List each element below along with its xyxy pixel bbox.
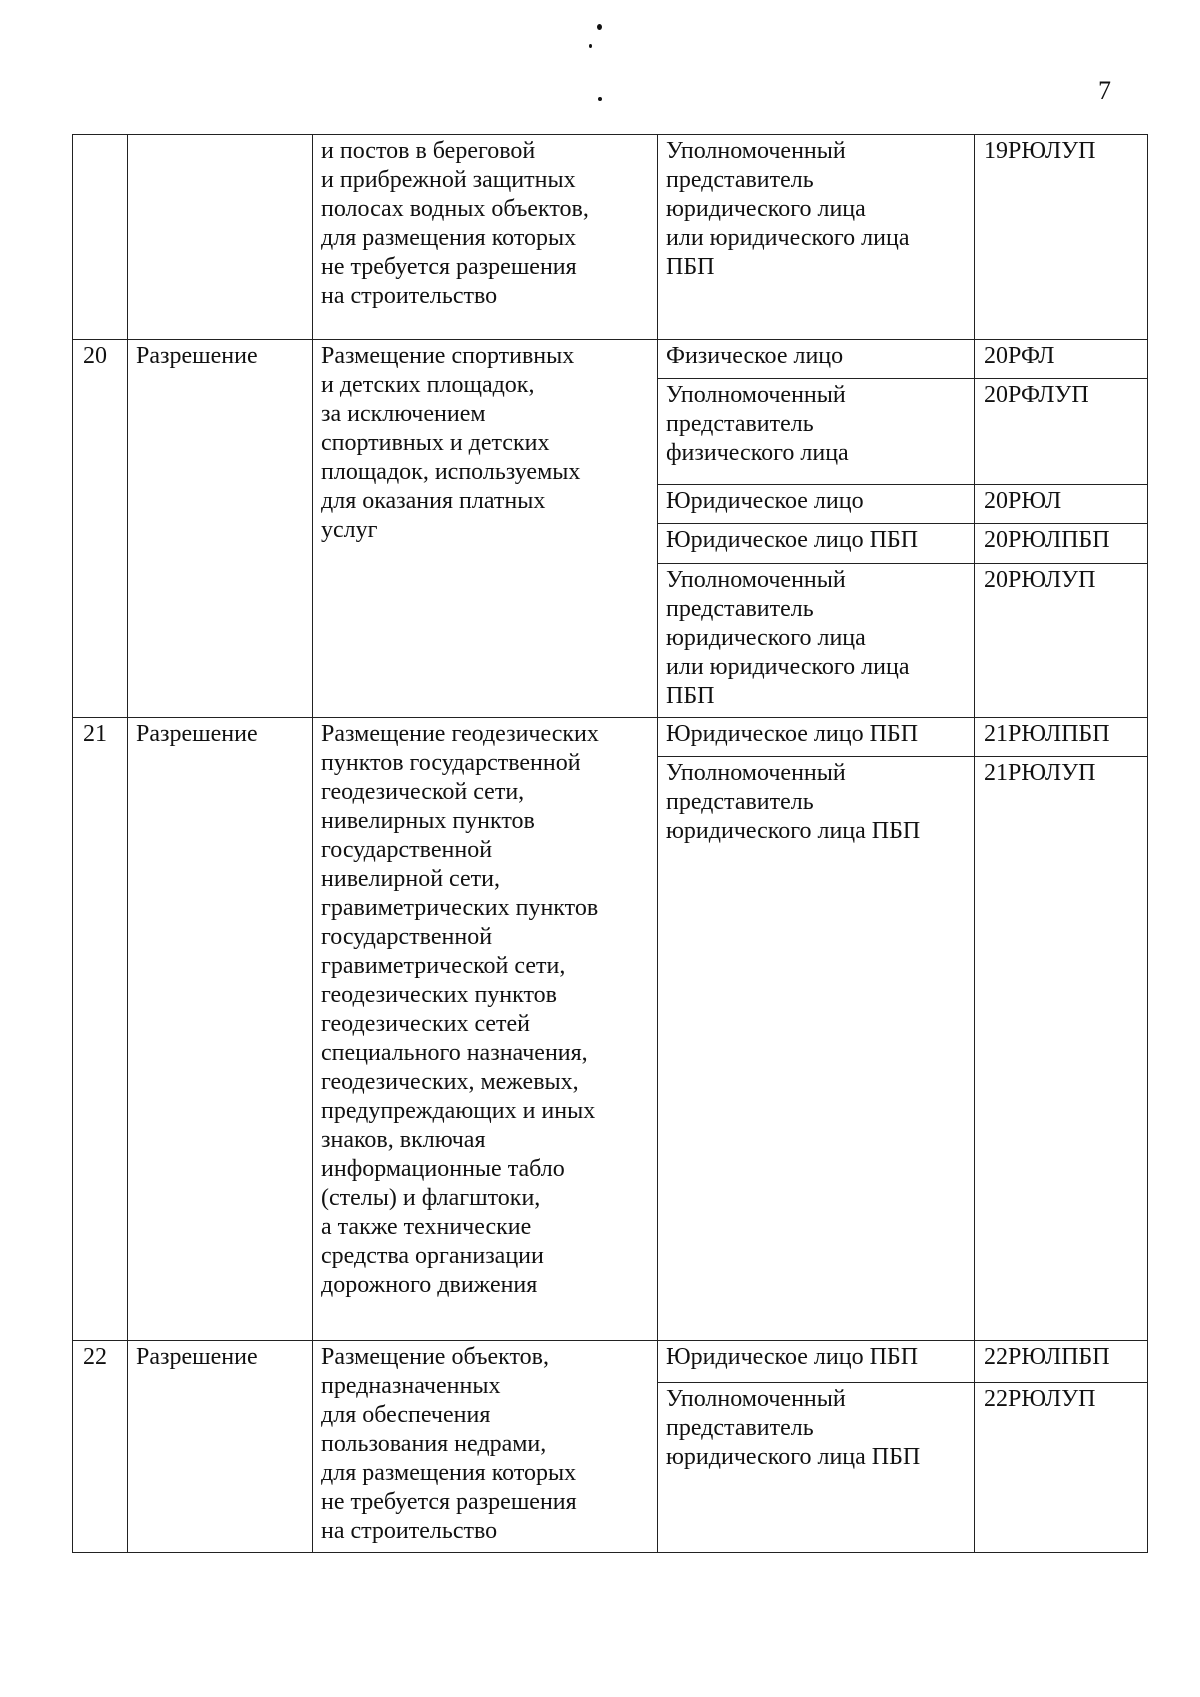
row-number-cell: 22	[73, 1341, 128, 1553]
applicant-code-cell: 19РЮЛУП	[975, 135, 1148, 340]
table-row	[73, 718, 1148, 757]
document-type-cell	[128, 135, 313, 340]
applicant-type-cell: Уполномоченный представитель юридического лица или юридического лица ПБП	[658, 135, 975, 340]
table-row	[73, 1341, 1148, 1383]
applicant-code-cell: 22РЮЛПБП	[975, 1341, 1148, 1383]
object-description-cell: Размещение спортивных и детских площадок, за исключением спортивных и детских площадок, используемых для оказания платных услуг	[313, 340, 658, 718]
applicant-type-cell: Юридическое лицо ПБП	[658, 524, 975, 564]
object-description-cell: Размещение геодезических пунктов государственной геодезической сети, нивелирных пунктов государственной нивелирной сети, гравиметрических пунктов государственной гравиметрической сети, геодезических пунктов геодезических сетей специального назначения, геодезических, межевых, предупреждающих и иных знаков, включая информационные табло (стелы) и флагштоки, а также технические средства организации дорожного движения	[313, 718, 658, 1341]
applicant-code-cell: 21РЮЛУП	[975, 757, 1148, 1341]
applicant-type-cell: Уполномоченный представитель юридического лица или юридического лица ПБП	[658, 564, 975, 718]
applicant-code-cell: 20РЮЛУП	[975, 564, 1148, 718]
applicant-code-cell: 20РЮЛ	[975, 485, 1148, 524]
applicant-type-cell: Физическое лицо	[658, 340, 975, 379]
applicant-code-cell: 20РЮЛПБП	[975, 524, 1148, 564]
permits-table	[72, 134, 1148, 1553]
applicant-type-cell: Юридическое лицо ПБП	[658, 1341, 975, 1383]
table-row	[73, 135, 1148, 340]
object-description-cell: Размещение объектов, предназначенных для обеспечения пользования недрами, для размещения которых не требуется разрешения на строительство	[313, 1341, 658, 1553]
object-description-cell: и постов в береговой и прибрежной защитных полосах водных объектов, для размещения которых не требуется разрешения на строительство	[313, 135, 658, 340]
scan-speck	[598, 97, 602, 101]
page-number: 7	[1098, 76, 1111, 105]
applicant-code-cell: 22РЮЛУП	[975, 1383, 1148, 1553]
table-row	[73, 340, 1148, 379]
scan-speck	[597, 24, 602, 30]
applicant-type-cell: Уполномоченный представитель юридического лица ПБП	[658, 1383, 975, 1553]
document-type-cell: Разрешение	[128, 718, 313, 1341]
row-number-cell	[73, 135, 128, 340]
applicant-code-cell: 20РФЛ	[975, 340, 1148, 379]
document-type-cell: Разрешение	[128, 340, 313, 718]
applicant-type-cell: Юридическое лицо ПБП	[658, 718, 975, 757]
row-number-cell: 20	[73, 340, 128, 718]
document-type-cell: Разрешение	[128, 1341, 313, 1553]
applicant-type-cell: Уполномоченный представитель юридического лица ПБП	[658, 757, 975, 1341]
applicant-type-cell: Юридическое лицо	[658, 485, 975, 524]
scan-speck	[589, 44, 592, 48]
table-body	[73, 135, 1148, 1553]
applicant-type-cell: Уполномоченный представитель физического лица	[658, 379, 975, 485]
row-number-cell: 21	[73, 718, 128, 1341]
applicant-code-cell: 20РФЛУП	[975, 379, 1148, 485]
applicant-code-cell: 21РЮЛПБП	[975, 718, 1148, 757]
